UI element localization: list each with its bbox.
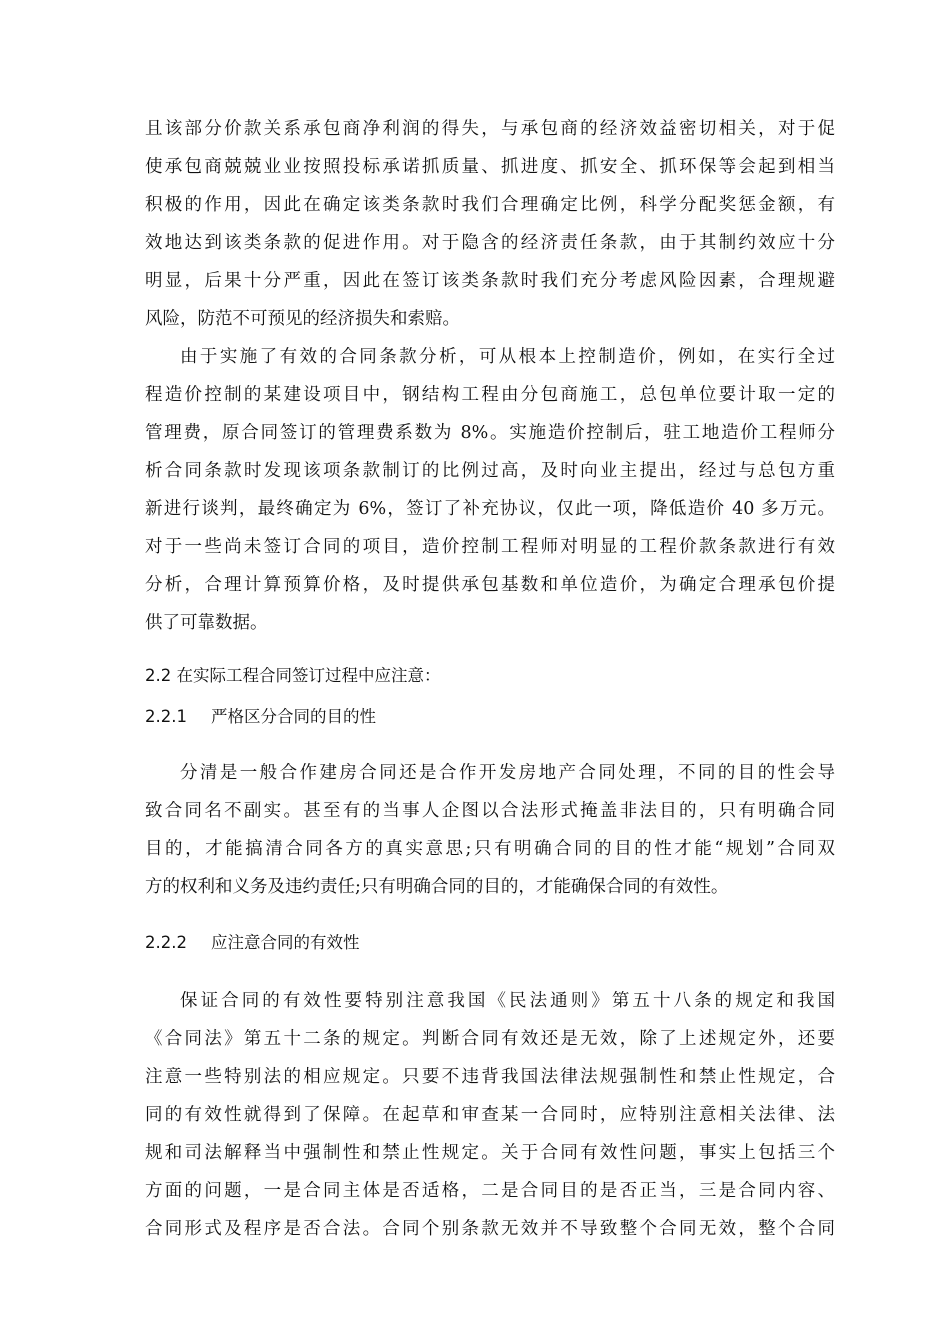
text-line: 风险，防范不可预见的经济损失和索赔。 xyxy=(145,309,460,329)
text-line: 新进行谈判，最终确定为 6%，签订了补充协议，仅此一项，降低造价 40 多万元。 xyxy=(145,499,835,519)
heading-title: 严格区分合同的目的性 xyxy=(211,707,376,726)
text-line: 析合同条款时发现该项条款制订的比例过高，及时向业主提出，经过与总包方重 xyxy=(145,461,835,481)
text-line: 目的，才能搞清合同各方的真实意思;只有明确合同的目的性才能“规划”合同双 xyxy=(145,839,835,859)
text-line: 合同形式及程序是否合法。合同个别条款无效并不导致整个合同无效，整个合同 xyxy=(145,1219,835,1239)
text-line: 《合同法》第五十二条的规定。判断合同有效还是无效，除了上述规定外，还要 xyxy=(145,1029,835,1049)
text-line: 方的权利和义务及违约责任;只有明确合同的目的，才能确保合同的有效性。 xyxy=(145,877,729,897)
text-line: 管理费，原合同签订的管理费系数为 8%。实施造价控制后，驻工地造价工程师分 xyxy=(145,423,835,443)
text-line: 分析，合理计算预算价格，及时提供承包基数和单位造价，为确定合理承包价提 xyxy=(145,575,835,595)
text-line: 程造价控制的某建设项目中，钢结构工程由分包商施工，总包单位要计取一定的 xyxy=(145,385,835,405)
heading-title: 应注意合同的有效性 xyxy=(211,933,360,952)
text-line: 且该部分价款关系承包商净利润的得失，与承包商的经济效益密切相关，对于促 xyxy=(145,119,835,139)
text-line: 使承包商兢兢业业按照投标承诺抓质量、抓进度、抓安全、抓环保等会起到相当 xyxy=(145,157,835,177)
text-line: 同的有效性就得到了保障。在起草和审查某一合同时，应特别注意相关法律、法 xyxy=(145,1105,835,1125)
subsection-heading-2-2-2 xyxy=(145,932,360,954)
text-line: 注意一些特别法的相应规定。只要不违背我国法律法规强制性和禁止性规定，合 xyxy=(145,1067,835,1087)
text-line: 方面的问题，一是合同主体是否适格，二是合同目的是否正当，三是合同内容、 xyxy=(145,1181,835,1201)
text-line: 规和司法解释当中强制性和禁止性规定。关于合同有效性问题，事实上包括三个 xyxy=(145,1143,835,1163)
subsection-heading-2-2-1 xyxy=(145,706,376,728)
heading-number: 2.2.1 xyxy=(145,707,187,726)
section-heading-2-2: 2.2 在实际工程合同签订过程中应注意： xyxy=(145,666,441,685)
text-line: 致合同名不副实。甚至有的当事人企图以合法形式掩盖非法目的，只有明确合同 xyxy=(145,801,835,821)
heading-number: 2.2.2 xyxy=(145,933,187,952)
text-line: 积极的作用，因此在确定该类条款时我们合理确定比例，科学分配奖惩金额，有 xyxy=(145,195,835,215)
text-line: 分清是一般合作建房合同还是合作开发房地产合同处理，不同的目的性会导 xyxy=(180,763,835,783)
text-line: 供了可靠数据。 xyxy=(145,613,268,633)
text-line: 明显，后果十分严重，因此在签订该类条款时我们充分考虑风险因素，合理规避 xyxy=(145,271,835,291)
text-line: 效地达到该类条款的促进作用。对于隐含的经济责任条款，由于其制约效应十分 xyxy=(145,233,835,253)
text-line: 由于实施了有效的合同条款分析，可从根本上控制造价，例如，在实行全过 xyxy=(180,347,835,367)
text-line: 对于一些尚未签订合同的项目，造价控制工程师对明显的工程价款条款进行有效 xyxy=(145,537,835,557)
text-line: 保证合同的有效性要特别注意我国《民法通则》第五十八条的规定和我国 xyxy=(180,991,835,1011)
